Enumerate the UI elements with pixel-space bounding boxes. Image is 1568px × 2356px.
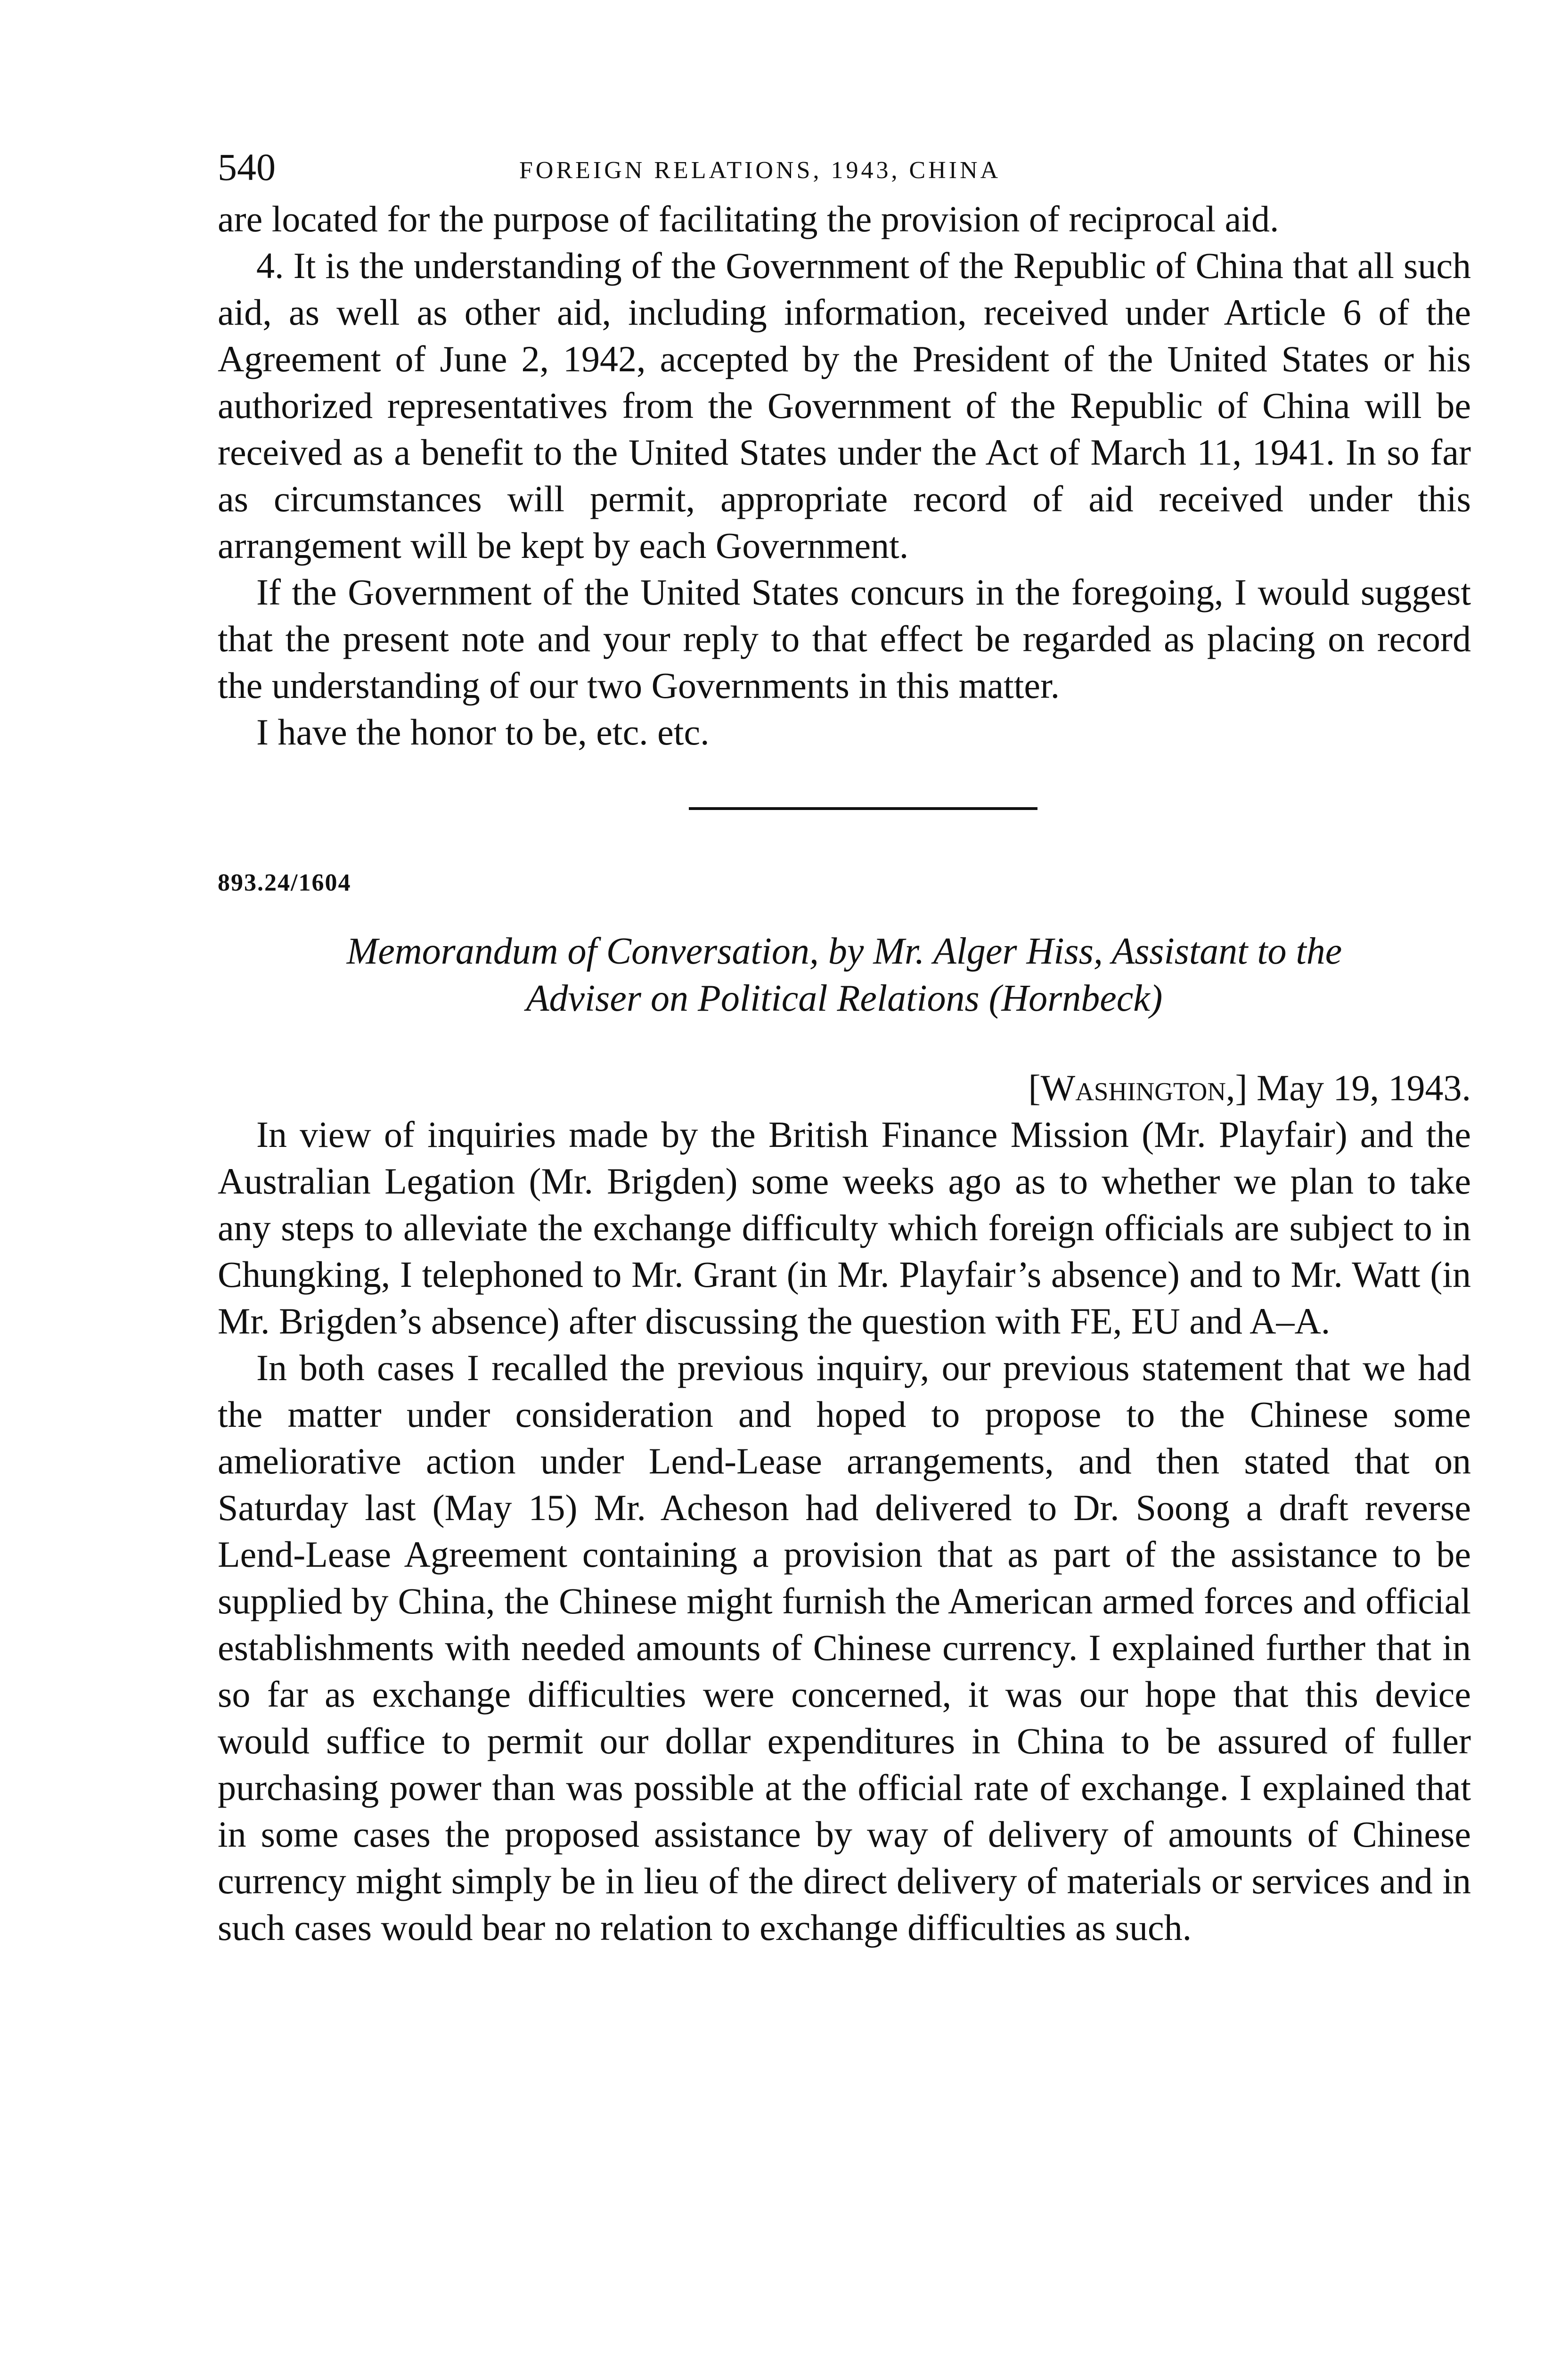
memo-paragraph-2: In both cases I recalled the previous inquiry, our previous statement that we had the matter under consideration and hoped to propose to the Chinese some ameliorative action under Lend-Lease arrangements, and then stated that on Saturday last (May 15) Mr. Acheson had delivered to Dr. Soong a draft reverse Lend-Lease Agreement containing a provision that as part of the assistance to be supplied by China, the Chinese might furnish the American armed forces and official establishments with needed amounts of Chinese currency. I explained further that in so far as exchange difficulties were concerned, it was our hope that this device would suffice to permit our dollar expenditures in China to be assured of fuller purchasing power than was possible at the official rate of exchange. I explained that in some cases the proposed assistance by way of delivery of amounts of Chinese currency might simply be in lieu of the direct delivery of materials or services and in such cases would bear no relation to exchange difficulties as such. bbox=[218, 1347, 1471, 1948]
memo-title-line-2: Adviser on Political Relations (Hornbeck) bbox=[526, 978, 1163, 1019]
memo-title bbox=[218, 928, 1471, 1022]
section-divider bbox=[689, 807, 1037, 810]
closing-line: I have the honor to be, etc. etc. bbox=[256, 712, 710, 753]
running-head: FOREIGN RELATIONS, 1943, CHINA bbox=[519, 157, 1001, 184]
paragraph-concur: If the Government of the United States concurs in the foregoing, I would suggest that the present note and your reply to that effect be regarded as placing on record the understanding of our two Governments in this matter. bbox=[218, 572, 1471, 706]
page-header bbox=[218, 144, 1471, 196]
dateline-date: May 19, 1943. bbox=[1257, 1067, 1471, 1108]
file-number: 893.24/1604 bbox=[218, 869, 351, 896]
document-page bbox=[218, 144, 1471, 1951]
dateline-place: [Washington,] bbox=[1028, 1067, 1248, 1108]
dateline bbox=[218, 1064, 1471, 1111]
memo-paragraph-1: In view of inquiries made by the British Finance Mission (Mr. Playfair) and the Australian Legation (Mr. Brigden) some weeks ago as to whether we plan to take any steps to alleviate the exchange difficulty which foreign officials are subject to in Chungking, I telephoned to Mr. Grant (in Mr. Playfair’s absence) and to Mr. Watt (in Mr. Brigden’s absence) after discussing the question with FE, EU and A–A. bbox=[218, 1114, 1471, 1342]
paragraph-4: 4. It is the understanding of the Government of the Republic of China that all such aid, as well as other aid, including information, received under Article 6 of the Agreement of June 2, 1942, accepted by the President of the United States or his authorized representatives from the Government of the Republic of China will be received as a benefit to the United States under the Act of March 11, 1941. In so far as circumstances will permit, appropriate record of aid received under this arrangement will be kept by each Government. bbox=[218, 245, 1471, 566]
page-number: 540 bbox=[218, 146, 276, 188]
paragraph-continuation: are located for the purpose of facilitating the provision of reciprocal aid. bbox=[218, 198, 1279, 239]
memo-title-line-1: Memorandum of Conversation, by Mr. Alger Hiss, Assistant to the bbox=[346, 931, 1342, 972]
